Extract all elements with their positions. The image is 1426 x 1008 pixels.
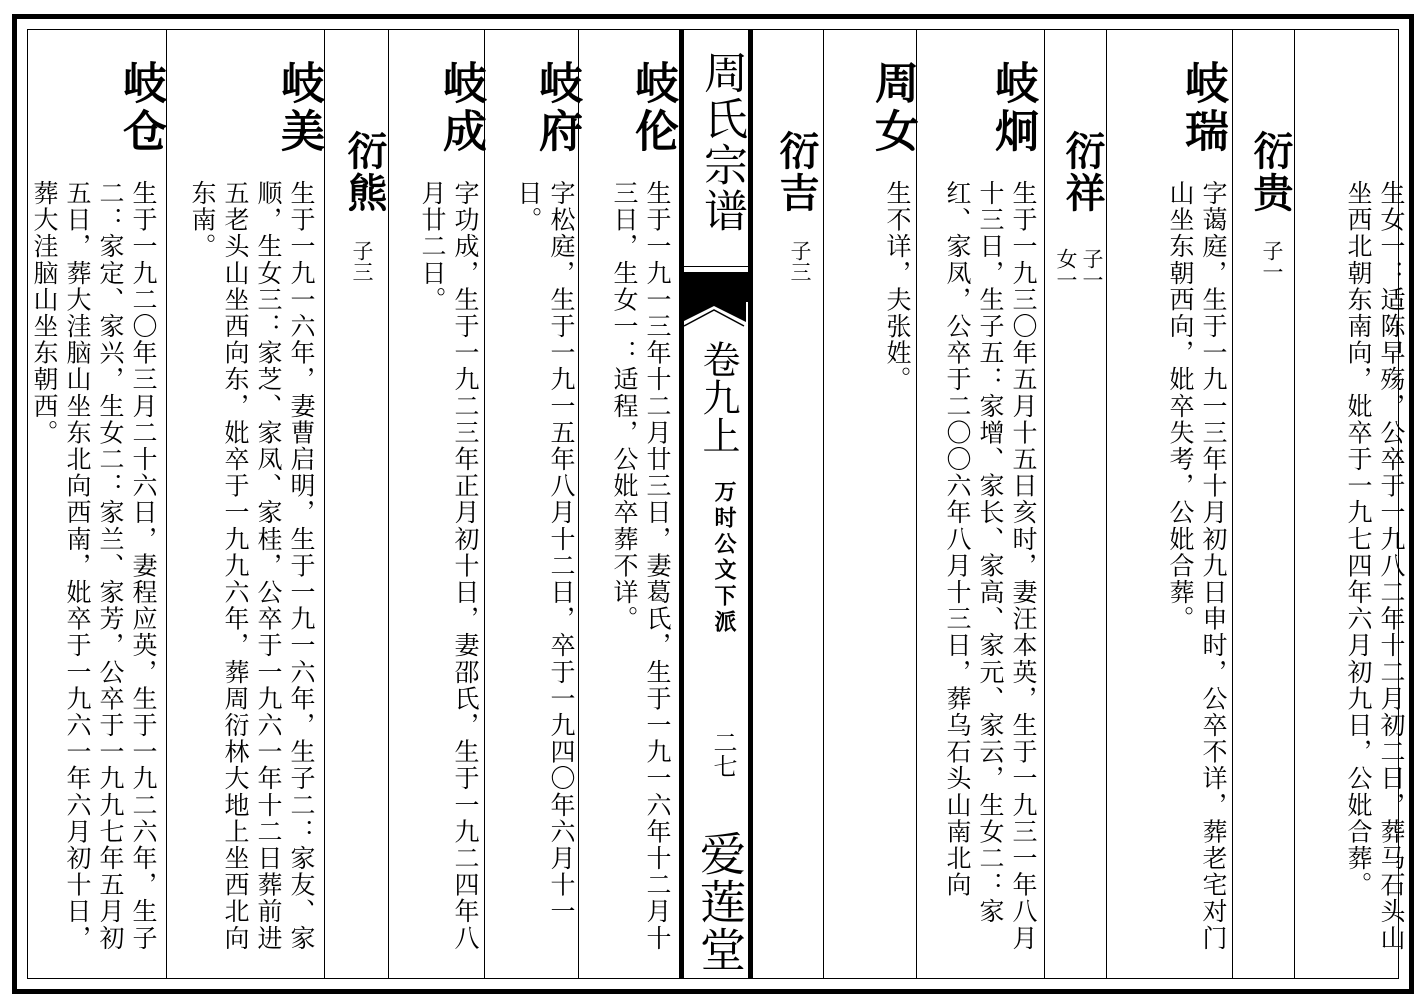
spine-rule bbox=[682, 266, 748, 267]
entry-name: 岐仓 bbox=[115, 60, 166, 156]
entry-text: 生于一九二〇年三月二十六日，妻程应英，生于一九二六年，生子二：家定、家兴，生女二：家兰、家芳，公卒于一九九七年五月初五日，葬大洼脑山坐东北向西南，妣卒于一九六一年六月初十日，葬大洼脑山坐东朝西。 bbox=[30, 180, 158, 952]
children-label: 女一 bbox=[1054, 248, 1078, 290]
column-divider bbox=[166, 30, 167, 978]
children-sons bbox=[1078, 248, 1104, 290]
entry-name: 衍贵 bbox=[1247, 130, 1294, 214]
column-divider bbox=[1106, 30, 1107, 978]
children-count bbox=[344, 240, 374, 282]
entry-text-qi-lun bbox=[606, 180, 674, 970]
hall-name-text: 爱莲堂 bbox=[693, 830, 747, 974]
entry-text-continuation bbox=[1328, 180, 1408, 970]
children-label: 子三 bbox=[788, 240, 812, 282]
entry-name: 岐美 bbox=[273, 60, 324, 156]
entry-name: 岐伦 bbox=[627, 60, 678, 156]
page-number bbox=[706, 730, 736, 778]
children-label: 子一 bbox=[1080, 248, 1104, 290]
entry-text: 生于一九三〇年五月十五日亥时，妻汪本英，生于一九三一年八月十三日，生子五：家增、家长、家高、家元、家云，生女二：家红、家凤，公卒于二〇〇六年八月十三日，葬乌石头山南北向 bbox=[943, 180, 1038, 952]
children-daughters bbox=[1052, 248, 1078, 290]
entry-name-yan-xiang bbox=[1058, 130, 1106, 214]
entry-text-qi-cang bbox=[30, 180, 160, 970]
entry-text: 字松庭，生于一九一五年八月十二日，卒于一九四〇年六月十一日。 bbox=[514, 180, 576, 925]
entry-name: 岐成 bbox=[435, 60, 486, 156]
entry-name: 岐瑞 bbox=[1177, 60, 1228, 156]
column-divider bbox=[578, 30, 579, 978]
entry-name-yan-xiong bbox=[340, 130, 388, 214]
entry-text: 生于一九一六年，妻曹启明，生于一九一六年，生子二：家友、家顺，生女三：家芝、家凤、家桂，公卒于一九六一年十二日葬前进五老头山坐西向东，妣卒于一九九六年，葬周衍林大地上坐西北向东南。 bbox=[188, 180, 316, 952]
book-title-text: 周氏宗谱 bbox=[696, 50, 747, 234]
children-count bbox=[1254, 240, 1284, 282]
entry-text-qi-jiong bbox=[943, 180, 1040, 970]
entry-text-qi-fu bbox=[510, 180, 578, 970]
genealogy-page bbox=[12, 14, 1414, 994]
children-label: 子一 bbox=[1260, 240, 1284, 282]
column-divider bbox=[388, 30, 389, 978]
volume-text: 卷九上 bbox=[696, 340, 740, 454]
entry-text-qi-cheng bbox=[414, 180, 482, 970]
entry-name: 衍吉 bbox=[773, 130, 820, 214]
entry-text: 字蔼庭，生于一九一三年十月初九日申时，公卒不详，葬老宅对门山坐东朝西向，妣卒失考，公妣合葬。 bbox=[1166, 180, 1228, 952]
entry-name-yan-ji bbox=[772, 130, 820, 214]
entry-name-qi-fu bbox=[528, 60, 582, 156]
entry-text: 生女一：适陈早殇，公卒于一九八二年十二月初二日，葬马石头山坐西北朝东南向，妣卒于一九七四年六月初九日，公妣合葬。 bbox=[1344, 180, 1406, 952]
entry-text-qi-mei bbox=[188, 180, 318, 970]
branch-text: 万时公文下派 bbox=[711, 480, 737, 636]
entry-name-qi-cheng bbox=[432, 60, 486, 156]
column-divider bbox=[1294, 30, 1295, 978]
hall-name bbox=[688, 830, 747, 974]
children-count bbox=[782, 240, 812, 282]
entry-name: 衍祥 bbox=[1059, 130, 1106, 214]
entry-name-zhou-nv bbox=[864, 60, 918, 156]
entry-text-qi-rui bbox=[1138, 180, 1230, 970]
spine-divider-left bbox=[679, 30, 684, 978]
spine-black-band bbox=[682, 272, 748, 302]
entry-name: 岐府 bbox=[531, 60, 582, 156]
entry-name-yan-gui bbox=[1246, 130, 1294, 214]
spine-divider-right bbox=[748, 30, 753, 978]
column-divider bbox=[1044, 30, 1045, 978]
children-label: 子三 bbox=[350, 240, 374, 282]
column-divider bbox=[916, 30, 917, 978]
page-number-text: 二七 bbox=[709, 730, 737, 778]
entry-name: 衍熊 bbox=[341, 130, 388, 214]
column-divider bbox=[823, 30, 824, 978]
entry-name-qi-jiong bbox=[984, 60, 1038, 156]
column-divider bbox=[484, 30, 485, 978]
entry-text: 生于一九一三年十二月廿三日，妻葛氏，生于一九一六年十二月十三日，生女一：适程，公妣卒葬不详。 bbox=[610, 180, 672, 952]
page-frame bbox=[27, 29, 1406, 979]
branch-label bbox=[706, 480, 736, 636]
book-title bbox=[688, 50, 747, 234]
entry-name-qi-rui bbox=[1174, 60, 1228, 156]
entry-name: 周女 bbox=[867, 60, 918, 156]
volume-label bbox=[692, 340, 738, 454]
entry-name-qi-lun bbox=[624, 60, 678, 156]
entry-name-qi-cang bbox=[112, 60, 166, 156]
column-divider bbox=[324, 30, 325, 978]
column-divider bbox=[1232, 30, 1233, 978]
entry-name: 岐炯 bbox=[987, 60, 1038, 156]
entry-text-zhou-nv bbox=[880, 180, 914, 680]
entry-name-qi-mei bbox=[270, 60, 324, 156]
entry-text: 字功成，生于一九二三年正月初十日，妻邵氏，生于一九二四年八月廿二日。 bbox=[418, 180, 480, 952]
entry-text: 生不详，夫张姓。 bbox=[883, 180, 912, 393]
